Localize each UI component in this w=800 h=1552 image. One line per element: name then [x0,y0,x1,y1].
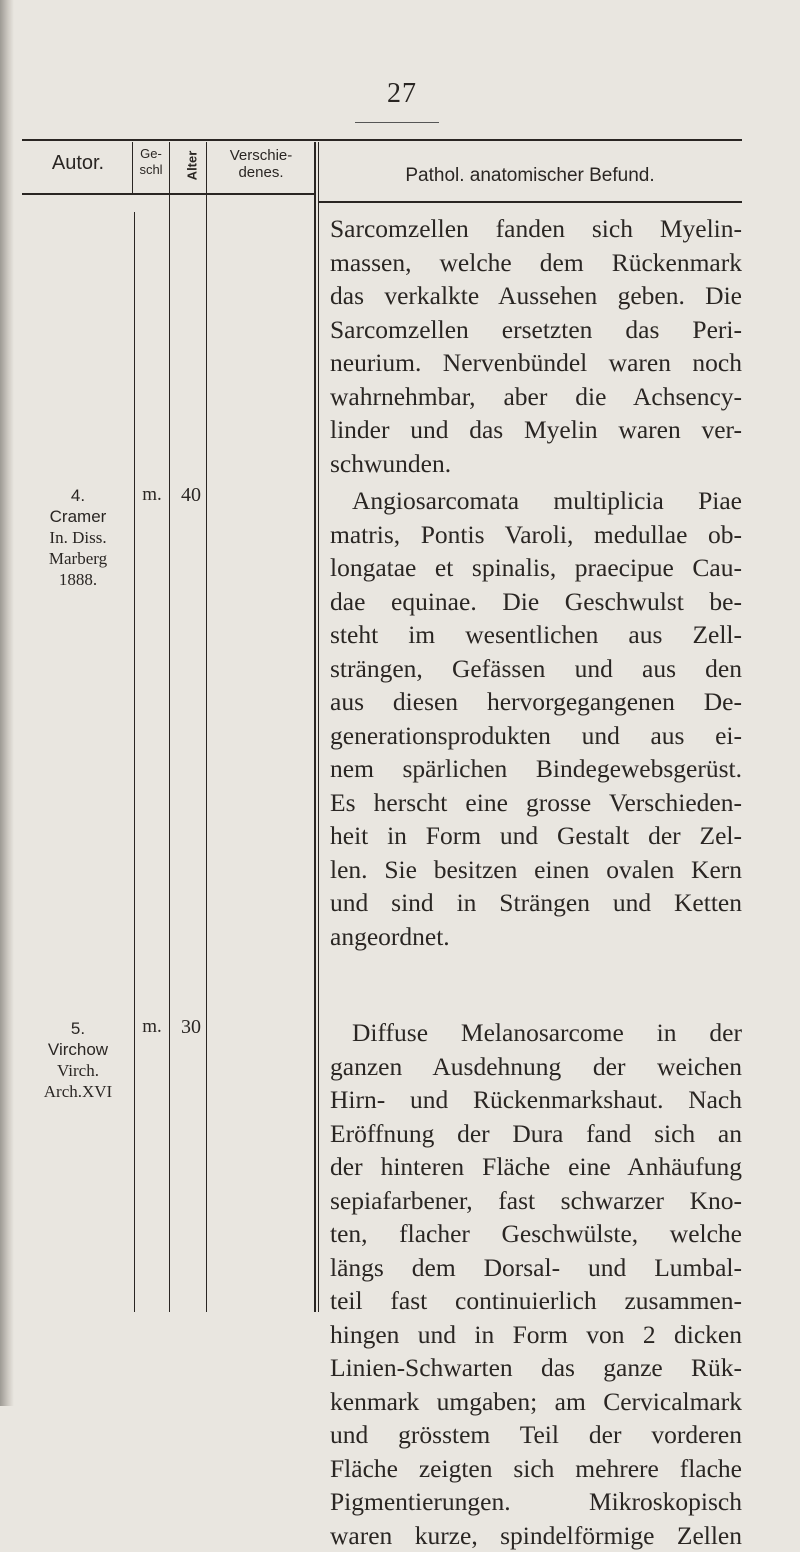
column-rule-alter [169,142,170,1312]
finding-row-5 [330,1016,742,1552]
finding-line: Sarcomzellen ersetzten das Peri- [330,313,742,347]
finding-line: Pigmentierungen. Mikroskopisch [330,1485,742,1519]
finding-line: Fläche zeigten sich mehrere flache [330,1452,742,1486]
finding-line: neurium. Nervenbündel waren noch [330,346,742,380]
age-cell-5: 30 [172,1016,210,1039]
finding-line: ten, flacher Geschwülste, welche [330,1217,742,1251]
finding-line: und grösstem Teil der vorderen [330,1418,742,1452]
header-geschlecht-line-1: Ge- [133,146,169,162]
header-bottom-rule-right [318,201,742,203]
finding-line: nem spärlichen Bindegewebsgerüst. [330,752,742,786]
header-verschiedenes-line-1: Verschie- [216,147,306,164]
finding-line: len. Sie besitzen einen ovalen Kern [330,853,742,887]
header-verschiedenes [216,147,306,181]
finding-line: generationsprodukten und aus ei- [330,719,742,753]
finding-line: matris, Pontis Varoli, medullae ob- [330,518,742,552]
header-verschiedenes-line-2: denes. [216,164,306,181]
page-number-rule [355,122,439,123]
author-cell-5 [22,1018,134,1102]
finding-line: Es herscht eine grosse Verschieden- [330,786,742,820]
finding-line: Diffuse Melanosarcome in der [330,1016,742,1050]
finding-line: Angiosarcomata multiplicia Piae [330,484,742,518]
author-source: In. Diss. [22,527,134,548]
finding-line: longatae et spinalis, praecipue Cau- [330,551,742,585]
finding-line: steht im wesentlichen aus Zell- [330,618,742,652]
finding-row-4 [330,484,742,953]
finding-line: Hirn- und Rückenmarkshaut. Nach [330,1083,742,1117]
finding-line: linder und das Myelin waren ver- [330,413,742,447]
author-year: 1888. [22,569,134,590]
header-autor: Autor. [24,152,132,175]
finding-continuation [330,212,742,480]
finding-line: aus diesen hervorgegangenen De- [330,685,742,719]
author-number: 4. [22,485,134,506]
finding-line: massen, welche dem Rückenmark [330,246,742,280]
finding-line: Sarcomzellen fanden sich Myelin- [330,212,742,246]
age-cell-4: 40 [172,484,210,507]
author-source: Arch.XVI [22,1081,134,1102]
page-edge-shadow [0,0,14,1406]
header-befund: Pathol. anatomischer Befund. [320,165,740,187]
column-rule-versch [206,142,207,1312]
finding-line: wahrnehmbar, aber die Achsency- [330,380,742,414]
finding-line: Linien-Schwarten das ganze Rük- [330,1351,742,1385]
finding-line: heit in Form und Gestalt der Zel- [330,819,742,853]
author-cell-4 [22,485,134,590]
header-geschlecht [133,146,169,178]
header-bottom-rule-left [22,193,314,195]
finding-line: und sind in Strängen und Ketten [330,886,742,920]
header-geschlecht-line-2: schl [133,162,169,178]
author-source: Marberg [22,548,134,569]
finding-line: sepiafarbener, fast schwarzer Kno- [330,1184,742,1218]
finding-line: dae equinae. Die Geschwulst be- [330,585,742,619]
finding-line: Eröffnung der Dura fand sich an [330,1117,742,1151]
finding-line: der hinteren Fläche eine Anhäufung [330,1150,742,1184]
author-name: Virchow [22,1039,134,1060]
author-number: 5. [22,1018,134,1039]
author-source: Virch. [22,1060,134,1081]
header-alter: Alter [185,139,200,193]
table-top-rule [22,139,742,141]
header-alter-cell [183,141,201,193]
finding-line: waren kurze, spindelförmige Zellen [330,1519,742,1552]
finding-line: teil fast continuierlich zusammen- [330,1284,742,1318]
finding-line: kenmark umgaben; am Cervicalmark [330,1385,742,1419]
sex-cell-4: m. [136,484,168,506]
finding-line: das verkalkte Aussehen geben. Die [330,279,742,313]
finding-line: strängen, Gefässen und aus den [330,652,742,686]
sex-cell-5: m. [136,1016,168,1038]
finding-line: schwunden. [330,447,742,481]
finding-line: längs dem Dorsal- und Lumbal- [330,1251,742,1285]
column-rule-geschl-body [134,212,135,1312]
finding-line: ganzen Ausdehnung der weichen [330,1050,742,1084]
column-rule-befund-double [318,142,319,1312]
author-name: Cramer [22,506,134,527]
finding-line: hingen und in Form von 2 dicken [330,1318,742,1352]
column-rule-befund [314,142,316,1312]
finding-line: angeordnet. [330,920,742,954]
page-number: 27 [352,78,452,110]
